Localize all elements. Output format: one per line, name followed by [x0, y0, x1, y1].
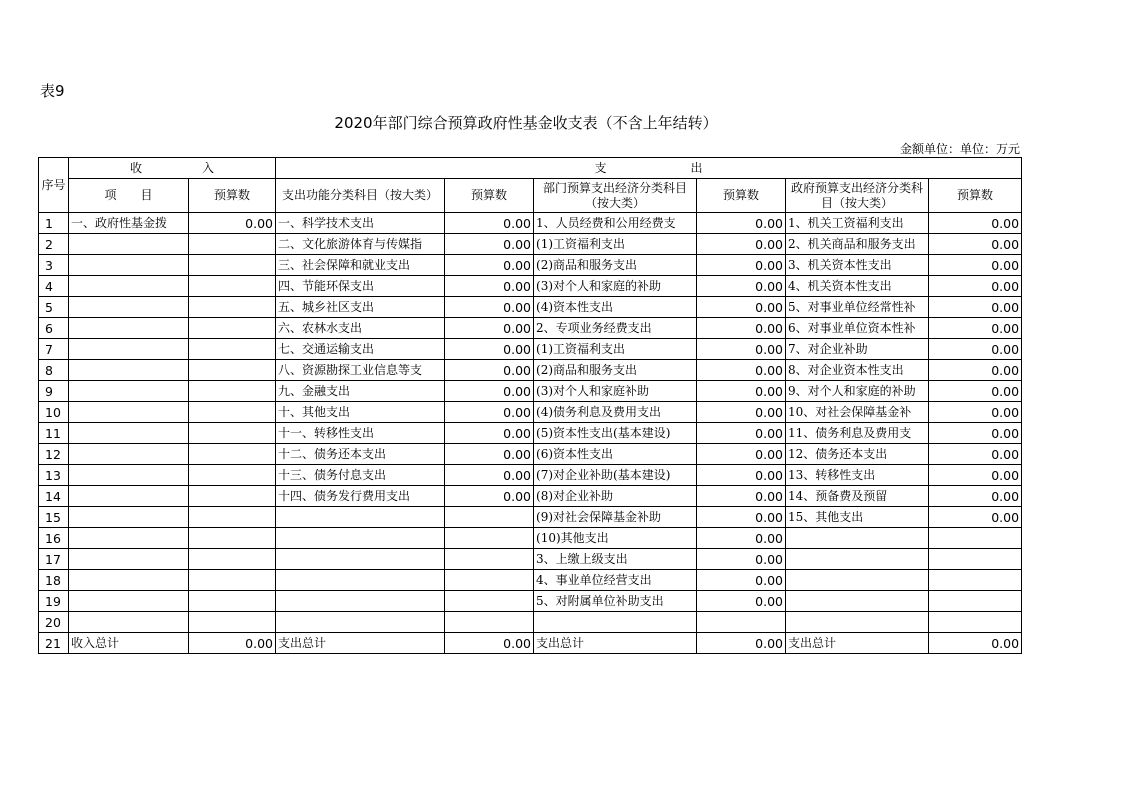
func-item-cell: 九、金融支出	[276, 381, 445, 402]
func-amount-cell: 0.00	[445, 444, 534, 465]
dept-item-cell: 3、上缴上级支出	[534, 549, 697, 570]
dept-item-cell: (3)对个人和家庭的补助	[534, 276, 697, 297]
dept-item-cell	[534, 612, 697, 633]
dept-amount-cell: 0.00	[697, 276, 786, 297]
header-func-item: 支出功能分类科目（按大类）	[276, 179, 445, 213]
func-amount-cell: 0.00	[445, 423, 534, 444]
func-amount-cell: 0.00	[445, 381, 534, 402]
income-amount-cell	[189, 381, 276, 402]
dept-item-cell: (2)商品和服务支出	[534, 360, 697, 381]
dept-amount-cell: 0.00	[697, 213, 786, 234]
header-row-sub	[39, 179, 1022, 213]
income-amount-cell	[189, 276, 276, 297]
gov-item-cell: 7、对企业补助	[786, 339, 929, 360]
func-item-cell: 三、社会保障和就业支出	[276, 255, 445, 276]
income-item-cell	[69, 570, 189, 591]
gov-amount-cell: 0.00	[929, 255, 1022, 276]
func-item-cell	[276, 507, 445, 528]
func-amount-cell: 0.00	[445, 297, 534, 318]
func-amount-cell: 0.00	[445, 402, 534, 423]
income-amount-cell	[189, 423, 276, 444]
table-row	[39, 549, 1022, 570]
table-row	[39, 213, 1022, 234]
gov-amount-cell: 0.00	[929, 360, 1022, 381]
header-dept-budget: 预算数	[697, 179, 786, 213]
func-item-cell: 六、农林水支出	[276, 318, 445, 339]
gov-item-cell: 9、对个人和家庭的补助	[786, 381, 929, 402]
income-amount-cell	[189, 360, 276, 381]
func-amount-cell: 0.00	[445, 339, 534, 360]
income-amount-cell	[189, 318, 276, 339]
table-row	[39, 381, 1022, 402]
gov-amount-cell: 0.00	[929, 381, 1022, 402]
gov-amount-cell	[929, 612, 1022, 633]
income-item-cell: 一、政府性基金拨	[69, 213, 189, 234]
header-row-main	[39, 158, 1022, 179]
gov-item-cell	[786, 528, 929, 549]
seq-cell: 7	[39, 339, 69, 360]
income-item-cell	[69, 402, 189, 423]
table-row	[39, 465, 1022, 486]
func-amount-cell: 0.00	[445, 255, 534, 276]
dept-item-cell: 支出总计	[534, 633, 697, 654]
income-item-cell	[69, 423, 189, 444]
seq-cell: 14	[39, 486, 69, 507]
table-row	[39, 318, 1022, 339]
income-amount-cell	[189, 549, 276, 570]
dept-item-cell: (6)资本性支出	[534, 444, 697, 465]
gov-amount-cell: 0.00	[929, 318, 1022, 339]
income-amount-cell	[189, 444, 276, 465]
table-row	[39, 612, 1022, 633]
table-row	[39, 255, 1022, 276]
dept-amount-cell: 0.00	[697, 255, 786, 276]
func-item-cell: 八、资源勘探工业信息等支	[276, 360, 445, 381]
func-item-cell: 十四、债务发行费用支出	[276, 486, 445, 507]
income-item-cell	[69, 528, 189, 549]
dept-amount-cell: 0.00	[697, 360, 786, 381]
table-row	[39, 486, 1022, 507]
dept-item-cell: (2)商品和服务支出	[534, 255, 697, 276]
dept-item-cell: (1)工资福利支出	[534, 234, 697, 255]
seq-cell: 18	[39, 570, 69, 591]
dept-amount-cell: 0.00	[697, 486, 786, 507]
func-amount-cell: 0.00	[445, 213, 534, 234]
gov-item-cell: 6、对事业单位资本性补	[786, 318, 929, 339]
gov-amount-cell: 0.00	[929, 402, 1022, 423]
gov-item-cell: 4、机关资本性支出	[786, 276, 929, 297]
income-item-cell	[69, 297, 189, 318]
dept-amount-cell: 0.00	[697, 402, 786, 423]
func-item-cell: 一、科学技术支出	[276, 213, 445, 234]
table-row	[39, 339, 1022, 360]
gov-amount-cell: 0.00	[929, 423, 1022, 444]
income-item-cell	[69, 486, 189, 507]
income-item-cell	[69, 444, 189, 465]
table-number-label: 表9	[40, 82, 65, 100]
dept-amount-cell: 0.00	[697, 591, 786, 612]
gov-amount-cell: 0.00	[929, 486, 1022, 507]
func-amount-cell	[445, 507, 534, 528]
func-amount-cell: 0.00	[445, 633, 534, 654]
func-amount-cell: 0.00	[445, 276, 534, 297]
seq-cell: 3	[39, 255, 69, 276]
gov-item-cell: 5、对事业单位经常性补	[786, 297, 929, 318]
header-income-item: 项 目	[69, 179, 189, 213]
dept-amount-cell: 0.00	[697, 549, 786, 570]
func-amount-cell: 0.00	[445, 318, 534, 339]
income-amount-cell: 0.00	[189, 213, 276, 234]
dept-item-cell: 4、事业单位经营支出	[534, 570, 697, 591]
gov-amount-cell: 0.00	[929, 465, 1022, 486]
func-item-cell: 七、交通运输支出	[276, 339, 445, 360]
income-item-cell	[69, 276, 189, 297]
income-amount-cell	[189, 507, 276, 528]
gov-amount-cell: 0.00	[929, 633, 1022, 654]
seq-cell: 13	[39, 465, 69, 486]
gov-item-cell: 15、其他支出	[786, 507, 929, 528]
dept-amount-cell: 0.00	[697, 528, 786, 549]
gov-item-cell: 2、机关商品和服务支出	[786, 234, 929, 255]
income-item-cell	[69, 360, 189, 381]
table-row	[39, 276, 1022, 297]
table-row	[39, 507, 1022, 528]
dept-amount-cell: 0.00	[697, 633, 786, 654]
table-row	[39, 423, 1022, 444]
gov-amount-cell	[929, 570, 1022, 591]
func-item-cell: 十二、债务还本支出	[276, 444, 445, 465]
income-amount-cell	[189, 570, 276, 591]
gov-item-cell: 8、对企业资本性支出	[786, 360, 929, 381]
gov-item-cell	[786, 612, 929, 633]
func-item-cell: 十、其他支出	[276, 402, 445, 423]
gov-amount-cell: 0.00	[929, 444, 1022, 465]
income-amount-cell	[189, 234, 276, 255]
func-amount-cell	[445, 528, 534, 549]
gov-item-cell: 12、债务还本支出	[786, 444, 929, 465]
income-item-cell	[69, 381, 189, 402]
dept-item-cell: 5、对附属单位补助支出	[534, 591, 697, 612]
func-amount-cell	[445, 591, 534, 612]
table-row	[39, 444, 1022, 465]
header-seq: 序号	[39, 158, 69, 213]
income-amount-cell	[189, 339, 276, 360]
gov-amount-cell	[929, 549, 1022, 570]
dept-item-cell: (8)对企业补助	[534, 486, 697, 507]
dept-amount-cell: 0.00	[697, 507, 786, 528]
seq-cell: 11	[39, 423, 69, 444]
dept-amount-cell: 0.00	[697, 381, 786, 402]
seq-cell: 5	[39, 297, 69, 318]
func-amount-cell: 0.00	[445, 465, 534, 486]
gov-amount-cell: 0.00	[929, 276, 1022, 297]
seq-cell: 2	[39, 234, 69, 255]
income-amount-cell	[189, 612, 276, 633]
seq-cell: 10	[39, 402, 69, 423]
func-amount-cell	[445, 612, 534, 633]
income-item-cell	[69, 339, 189, 360]
func-amount-cell: 0.00	[445, 486, 534, 507]
dept-item-cell: 2、专项业务经费支出	[534, 318, 697, 339]
seq-cell: 1	[39, 213, 69, 234]
table-row	[39, 402, 1022, 423]
seq-cell: 21	[39, 633, 69, 654]
dept-amount-cell: 0.00	[697, 339, 786, 360]
income-amount-cell	[189, 591, 276, 612]
func-amount-cell	[445, 549, 534, 570]
income-amount-cell	[189, 528, 276, 549]
seq-cell: 8	[39, 360, 69, 381]
income-item-cell	[69, 318, 189, 339]
gov-amount-cell: 0.00	[929, 339, 1022, 360]
func-item-cell	[276, 549, 445, 570]
seq-cell: 6	[39, 318, 69, 339]
income-amount-cell: 0.00	[189, 633, 276, 654]
gov-amount-cell: 0.00	[929, 213, 1022, 234]
dept-amount-cell: 0.00	[697, 234, 786, 255]
table-row	[39, 234, 1022, 255]
income-amount-cell	[189, 465, 276, 486]
gov-item-cell: 11、债务利息及费用支	[786, 423, 929, 444]
gov-amount-cell: 0.00	[929, 297, 1022, 318]
func-item-cell	[276, 570, 445, 591]
func-amount-cell	[445, 570, 534, 591]
func-item-cell: 支出总计	[276, 633, 445, 654]
income-item-cell	[69, 255, 189, 276]
seq-cell: 9	[39, 381, 69, 402]
func-item-cell: 二、文化旅游体育与传媒指	[276, 234, 445, 255]
dept-item-cell: (7)对企业补助(基本建设)	[534, 465, 697, 486]
dept-amount-cell: 0.00	[697, 423, 786, 444]
seq-cell: 17	[39, 549, 69, 570]
func-item-cell	[276, 528, 445, 549]
gov-item-cell: 13、转移性支出	[786, 465, 929, 486]
func-item-cell: 四、节能环保支出	[276, 276, 445, 297]
income-item-cell	[69, 507, 189, 528]
income-item-cell	[69, 465, 189, 486]
gov-item-cell: 14、预备费及预留	[786, 486, 929, 507]
gov-amount-cell: 0.00	[929, 507, 1022, 528]
table-row	[39, 570, 1022, 591]
table-row	[39, 528, 1022, 549]
income-amount-cell	[189, 402, 276, 423]
dept-amount-cell: 0.00	[697, 444, 786, 465]
income-amount-cell	[189, 255, 276, 276]
income-item-cell	[69, 591, 189, 612]
dept-item-cell: (5)资本性支出(基本建设)	[534, 423, 697, 444]
dept-amount-cell: 0.00	[697, 465, 786, 486]
table-row	[39, 297, 1022, 318]
func-amount-cell: 0.00	[445, 360, 534, 381]
header-gov-budget: 预算数	[929, 179, 1022, 213]
table-row	[39, 591, 1022, 612]
gov-amount-cell: 0.00	[929, 234, 1022, 255]
income-item-cell	[69, 612, 189, 633]
dept-item-cell: (4)债务利息及费用支出	[534, 402, 697, 423]
header-gov-item: 政府预算支出经济分类科目（按大类）	[786, 179, 929, 213]
gov-item-cell	[786, 549, 929, 570]
dept-item-cell: (4)资本性支出	[534, 297, 697, 318]
income-item-cell	[69, 234, 189, 255]
gov-item-cell: 1、机关工资福利支出	[786, 213, 929, 234]
income-amount-cell	[189, 486, 276, 507]
table-row	[39, 360, 1022, 381]
gov-amount-cell	[929, 528, 1022, 549]
header-income-budget: 预算数	[189, 179, 276, 213]
header-func-budget: 预算数	[445, 179, 534, 213]
dept-amount-cell	[697, 612, 786, 633]
dept-item-cell: (9)对社会保障基金补助	[534, 507, 697, 528]
func-item-cell: 十三、债务付息支出	[276, 465, 445, 486]
func-amount-cell: 0.00	[445, 234, 534, 255]
income-item-cell	[69, 549, 189, 570]
budget-table	[38, 157, 1022, 654]
header-income: 收 入	[69, 158, 276, 179]
gov-item-cell: 支出总计	[786, 633, 929, 654]
func-item-cell	[276, 591, 445, 612]
dept-amount-cell: 0.00	[697, 318, 786, 339]
gov-item-cell	[786, 591, 929, 612]
dept-item-cell: (10)其他支出	[534, 528, 697, 549]
table-row	[39, 633, 1022, 654]
gov-item-cell: 10、对社会保障基金补	[786, 402, 929, 423]
seq-cell: 15	[39, 507, 69, 528]
func-item-cell: 十一、转移性支出	[276, 423, 445, 444]
gov-item-cell: 3、机关资本性支出	[786, 255, 929, 276]
gov-amount-cell	[929, 591, 1022, 612]
seq-cell: 19	[39, 591, 69, 612]
dept-item-cell: (1)工资福利支出	[534, 339, 697, 360]
seq-cell: 4	[39, 276, 69, 297]
income-item-cell: 收入总计	[69, 633, 189, 654]
header-expense: 支 出	[276, 158, 1022, 179]
dept-amount-cell: 0.00	[697, 297, 786, 318]
seq-cell: 20	[39, 612, 69, 633]
page-title: 2020年部门综合预算政府性基金收支表（不含上年结转）	[334, 114, 718, 132]
seq-cell: 12	[39, 444, 69, 465]
dept-amount-cell: 0.00	[697, 570, 786, 591]
func-item-cell: 五、城乡社区支出	[276, 297, 445, 318]
income-amount-cell	[189, 297, 276, 318]
dept-item-cell: (3)对个人和家庭补助	[534, 381, 697, 402]
amount-unit-label: 金额单位：单位：万元	[899, 142, 1020, 156]
seq-cell: 16	[39, 528, 69, 549]
gov-item-cell	[786, 570, 929, 591]
header-dept-item: 部门预算支出经济分类科目（按大类）	[534, 179, 697, 213]
dept-item-cell: 1、人员经费和公用经费支	[534, 213, 697, 234]
func-item-cell	[276, 612, 445, 633]
